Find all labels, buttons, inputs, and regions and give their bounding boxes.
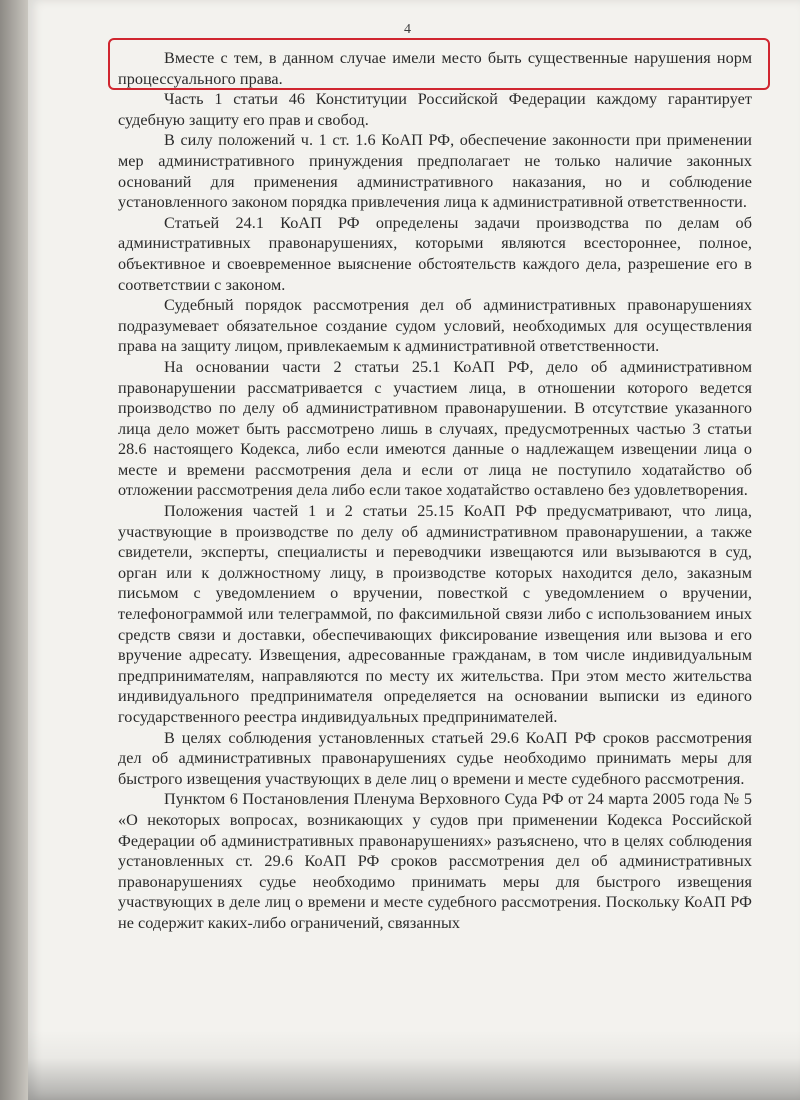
paragraph-7: Положения частей 1 и 2 статьи 25.15 КоАП РФ предусматривают, что лица, участвующие в производстве по делу об административном правонарушении, а также свидетели, эксперты, специалисты и переводчики извещаются или вызываются в суд, орган или к должностному лицу, в производстве которых находится дело, заказным письмом с уведомлением о вручении, повесткой с уведомлением о вручении, телефонограммой или телеграммой, по факсимильной связи либо с использованием иных средств связи и доставки, обеспечивающих фиксирование извещения или вызова и его вручение адресату. Извещения, адресованные гражданам, в том числе индивидуальным предпринимателям, направляются по месту их жительства. При этом место жительства индивидуального предпринимателя определяется на основании выписки из единого государственного реестра индивидуальных предпринимателей.: [118, 502, 752, 726]
document-body: [118, 48, 752, 934]
page-number: 4: [404, 22, 411, 37]
paragraph-6: На основании части 2 статьи 25.1 КоАП РФ, дело об административном правонарушении рассматривается с участием лица, в отношении которого ведется производство по делу об административном правонарушении. В отсутствие указанного лица дело может быть рассмотрено лишь в случаях, предусмотренных частью 3 статьи 28.6 настоящего Кодекса, либо если имеются данные о надлежащем извещении лица о месте и времени рассмотрения дела и если от лица не поступило ходатайство об отложении рассмотрения дела либо если такое ходатайство оставлено без удовлетворения.: [118, 357, 752, 500]
paragraph-8: В целях соблюдения установленных статьей 29.6 КоАП РФ сроков рассмотрения дел об административных правонарушениях судье необходимо принимать меры для быстрого извещения участвующих в деле лиц о времени и месте судебного рассмотрения.: [118, 728, 752, 788]
scan-left-edge: [0, 0, 28, 1100]
paragraph-5: Судебный порядок рассмотрения дел об административных правонарушениях подразумевает обязательное создание судом условий, необходимых для осуществления права на защиту лицом, привлекаемым к административной ответственности.: [118, 296, 752, 356]
paragraph-4: Статьей 24.1 КоАП РФ определены задачи производства по делам об административных правонарушениях, которыми являются всестороннее, полное, объективное и своевременное выяснение обстоятельств каждого дела, разрешение его в соответствии с законом.: [118, 213, 752, 294]
paragraph-2: Часть 1 статьи 46 Конституции Российской Федерации каждому гарантирует судебную защиту его прав и свобод.: [118, 90, 752, 129]
paragraph-3: В силу положений ч. 1 ст. 1.6 КоАП РФ, обеспечение законности при применении мер административного принуждения предполагает не только наличие законных оснований для применения административного наказания, но и соблюдение установленного законом порядка привлечения лица к административной ответственности.: [118, 131, 752, 212]
paragraph-9: Пунктом 6 Постановления Пленума Верховного Суда РФ от 24 марта 2005 года № 5 «О некоторых вопросах, возникающих у судов при применении Кодекса Российской Федерации об административных правонарушениях» разъяснено, что в целях соблюдения установленных ст. 29.6 КоАП РФ сроков рассмотрения дел об административных правонарушениях судье необходимо принимать меры для быстрого извещения участвующих в деле лиц о времени и месте судебного рассмотрения. Поскольку КоАП РФ не содержит каких-либо ограничений, связанных: [118, 790, 752, 932]
paragraph-1: Вместе с тем, в данном случае имели место быть существенные нарушения норм процессуального права.: [118, 49, 752, 88]
